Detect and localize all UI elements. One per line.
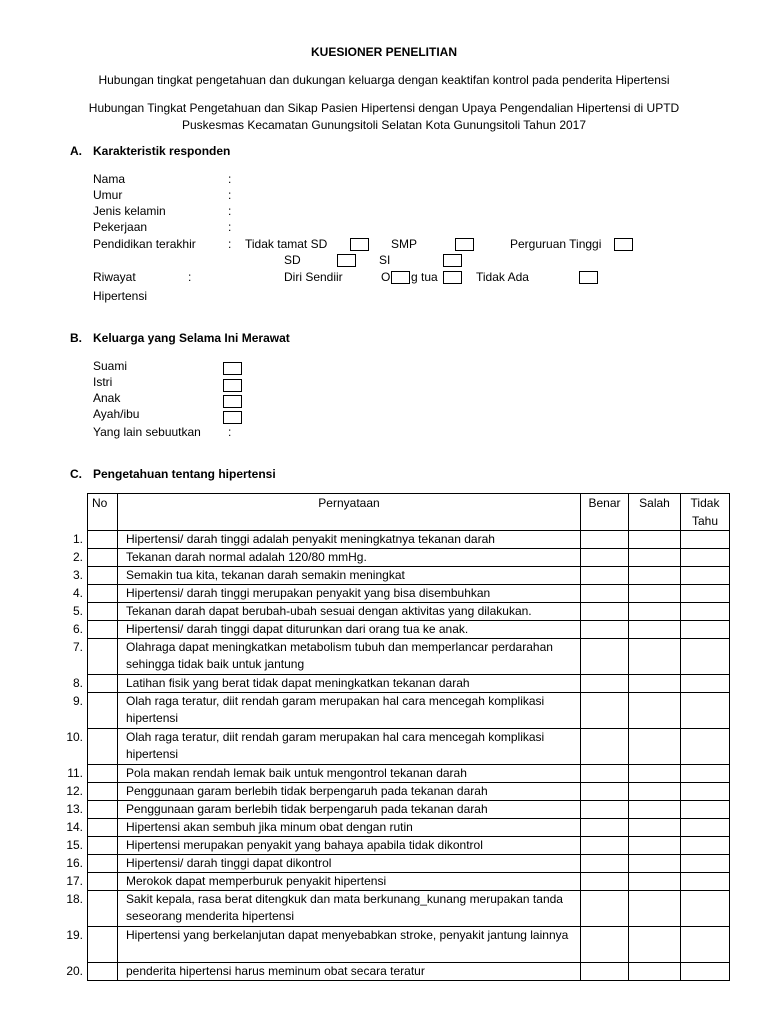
answer-benar-cell[interactable]: [581, 855, 629, 873]
answer-benar-cell[interactable]: [581, 873, 629, 891]
option-sd: SD: [284, 253, 301, 267]
answer-benar-cell[interactable]: [581, 639, 629, 675]
row-number: 1.: [72, 532, 83, 546]
subtitle-2-line-2: Puskesmas Kecamatan Gunungsitoli Selatan Kota Gunungsitoli Tahun 2017: [181, 118, 587, 132]
field-label-umur: Umur: [93, 188, 123, 202]
table-row: [88, 801, 730, 819]
col-header-salah: Salah: [629, 494, 681, 531]
section-c-title: Pengetahuan tentang hipertensi: [93, 467, 276, 481]
answer-salah-cell[interactable]: [629, 567, 681, 585]
row-number-cell: [66, 855, 118, 873]
table-row: [88, 783, 730, 801]
answer-salah-cell[interactable]: [629, 963, 681, 981]
answer-benar-cell[interactable]: [581, 675, 629, 693]
statement-text: Tekanan darah normal adalah 120/80 mmHg.: [118, 549, 581, 567]
answer-tidak-tahu-cell[interactable]: [681, 693, 730, 729]
row-number: 8.: [72, 676, 83, 690]
field-colon: :: [228, 172, 232, 186]
answer-salah-cell[interactable]: [629, 927, 681, 963]
row-number: 19.: [66, 928, 83, 942]
row-number: 5.: [72, 604, 83, 618]
field-colon: :: [228, 237, 232, 251]
table-row: [88, 639, 730, 675]
row-number-cell: [66, 783, 118, 801]
answer-salah-cell[interactable]: [629, 675, 681, 693]
statement-text: Tekanan darah dapat berubah-ubah sesuai dengan aktivitas yang dilakukan.: [118, 603, 581, 621]
answer-tidak-tahu-cell[interactable]: [681, 837, 730, 855]
statement-text: Hipertensi akan sembuh jika minum obat dengan rutin: [118, 819, 581, 837]
table-row: [88, 927, 730, 963]
col-header-no: No: [88, 494, 118, 531]
checkbox-suami[interactable]: [223, 362, 242, 375]
answer-benar-cell[interactable]: [581, 891, 629, 927]
row-number-cell: [72, 531, 118, 549]
row-number-cell: [66, 837, 118, 855]
checkbox-diri-sendiri[interactable]: [391, 271, 410, 284]
answer-tidak-tahu-cell[interactable]: [681, 927, 730, 963]
row-number-cell: [72, 693, 118, 729]
answer-salah-cell[interactable]: [629, 531, 681, 549]
row-number: 12.: [66, 784, 83, 798]
checkbox-si[interactable]: [443, 254, 462, 267]
statement-text: Hipertensi/ darah tinggi merupakan penyakit yang bisa disembuhkan: [118, 585, 581, 603]
section-b-letter: B.: [70, 331, 82, 345]
statement-text: Sakit kepala, rasa berat ditengkuk dan mata berkunang_kunang merupakan tanda seseorang menderita hipertensi: [118, 891, 581, 927]
option-orang-tua-part2: g tua: [411, 270, 438, 284]
table-row: [88, 819, 730, 837]
table-row: [88, 963, 730, 981]
statement-text: Hipertensi yang berkelanjutan dapat menyebabkan stroke, penyakit jantung lainnya: [118, 927, 581, 963]
answer-benar-cell[interactable]: [581, 819, 629, 837]
option-istri: Istri: [93, 375, 113, 389]
answer-benar-cell[interactable]: [581, 549, 629, 567]
answer-benar-cell[interactable]: [581, 567, 629, 585]
row-number: 13.: [66, 802, 83, 816]
table-row: [88, 873, 730, 891]
checkbox-istri[interactable]: [223, 379, 242, 392]
row-number: 11.: [67, 766, 83, 780]
answer-salah-cell[interactable]: [629, 801, 681, 819]
answer-tidak-tahu-cell[interactable]: [681, 855, 730, 873]
statement-text: Hipertensi/ darah tinggi dapat diturunkan dari orang tua ke anak.: [118, 621, 581, 639]
row-number-cell: [66, 819, 118, 837]
col-header-statement: Pernyataan: [118, 494, 581, 531]
answer-benar-cell[interactable]: [581, 693, 629, 729]
subtitle-2-line-1: Hubungan Tingkat Pengetahuan dan Sikap Pasien Hipertensi dengan Upaya Pengendalian Hipertensi di UPTD: [88, 101, 680, 115]
row-number: 4.: [72, 586, 83, 600]
answer-tidak-tahu-cell[interactable]: [681, 873, 730, 891]
statement-text: Olahraga dapat meningkatkan metabolism tubuh dan memperlancar perdarahan sehingga tidak baik untuk jantung: [118, 639, 581, 675]
field-colon: :: [228, 425, 232, 439]
answer-salah-cell[interactable]: [629, 639, 681, 675]
answer-tidak-tahu-cell[interactable]: [681, 963, 730, 981]
statement-text: Hipertensi/ darah tinggi dapat dikontrol: [118, 855, 581, 873]
answer-salah-cell[interactable]: [629, 549, 681, 567]
row-number-cell: [72, 639, 118, 675]
col-header-tidak-tahu: Tidak Tahu: [681, 494, 730, 531]
row-number-cell: [72, 603, 118, 621]
option-diri-sendiri: Diri Sendiir: [284, 270, 343, 284]
answer-salah-cell[interactable]: [629, 621, 681, 639]
option-orang-tua-part1: O: [381, 270, 391, 284]
section-a-title: Karakteristik responden: [93, 144, 231, 158]
field-label-riwayat: Riwayat: [93, 270, 136, 284]
row-number-cell: [66, 801, 118, 819]
row-number-cell: [67, 765, 118, 783]
row-number: 10.: [66, 730, 83, 744]
answer-tidak-tahu-cell[interactable]: [681, 603, 730, 621]
checkbox-tidak-ada[interactable]: [579, 271, 598, 284]
table-row: [88, 855, 730, 873]
answer-tidak-tahu-cell[interactable]: [681, 819, 730, 837]
option-suami: Suami: [93, 359, 128, 373]
row-number: 6.: [72, 622, 83, 636]
option-tidak-ada: Tidak Ada: [476, 270, 529, 284]
row-number-cell: [66, 963, 118, 981]
statement-text: Olah raga teratur, diit rendah garam merupakan hal cara mencegah komplikasi hipertensi: [118, 693, 581, 729]
answer-salah-cell[interactable]: [629, 693, 681, 729]
field-colon: :: [228, 220, 232, 234]
answer-salah-cell[interactable]: [629, 729, 681, 765]
answer-salah-cell[interactable]: [629, 855, 681, 873]
answer-tidak-tahu-cell[interactable]: [681, 549, 730, 567]
answer-tidak-tahu-cell[interactable]: [681, 801, 730, 819]
answer-salah-cell[interactable]: [629, 873, 681, 891]
answer-salah-cell[interactable]: [629, 891, 681, 927]
field-colon: :: [228, 188, 232, 202]
row-number-cell: [66, 891, 118, 927]
row-number: 15.: [66, 838, 83, 852]
option-si: SI: [379, 253, 391, 267]
row-number-cell: [72, 675, 118, 693]
answer-salah-cell[interactable]: [629, 819, 681, 837]
field-label-nama: Nama: [93, 172, 126, 186]
answer-tidak-tahu-cell[interactable]: [681, 675, 730, 693]
checkbox-tidak-tamat-sd[interactable]: [350, 238, 369, 251]
table-row: [88, 621, 730, 639]
option-smp: SMP: [391, 237, 418, 251]
row-number-cell: [66, 927, 118, 963]
row-number: 7.: [72, 640, 83, 654]
answer-benar-cell[interactable]: [581, 801, 629, 819]
statement-text: Pola makan rendah lemak baik untuk mengontrol tekanan darah: [118, 765, 581, 783]
statement-text: Olah raga teratur, diit rendah garam merupakan hal cara mencegah komplikasi hipertensi: [118, 729, 581, 765]
row-number-cell: [72, 567, 118, 585]
row-number-cell: [66, 729, 118, 765]
answer-benar-cell[interactable]: [581, 927, 629, 963]
section-a-letter: A.: [70, 144, 82, 158]
table-row: [88, 567, 730, 585]
document-title: KUESIONER PENELITIAN: [310, 45, 457, 59]
answer-benar-cell[interactable]: [581, 783, 629, 801]
answer-benar-cell[interactable]: [581, 765, 629, 783]
answer-benar-cell[interactable]: [581, 621, 629, 639]
answer-salah-cell[interactable]: [629, 585, 681, 603]
option-other-label: Yang lain sebuutkan: [93, 425, 201, 439]
answer-tidak-tahu-cell[interactable]: [681, 891, 730, 927]
answer-salah-cell[interactable]: [629, 837, 681, 855]
answer-salah-cell[interactable]: [629, 765, 681, 783]
row-number-cell: [72, 549, 118, 567]
row-number: 16.: [66, 856, 83, 870]
answer-tidak-tahu-cell[interactable]: [681, 621, 730, 639]
row-number: 3.: [72, 568, 83, 582]
option-anak: Anak: [93, 391, 121, 405]
section-b-title: Keluarga yang Selama Ini Merawat: [93, 331, 290, 345]
knowledge-table: [66, 493, 730, 981]
row-number: 20.: [66, 964, 83, 978]
checkbox-orang-tua[interactable]: [443, 271, 462, 284]
checkbox-anak[interactable]: [223, 395, 242, 408]
answer-benar-cell[interactable]: [581, 585, 629, 603]
statement-text: Penggunaan garam berlebih tidak berpengaruh pada tekanan darah: [118, 783, 581, 801]
row-number: 9.: [72, 694, 83, 708]
field-label-pekerjaan: Pekerjaan: [93, 220, 148, 234]
answer-benar-cell[interactable]: [581, 837, 629, 855]
table-row: [88, 765, 730, 783]
field-label-jenis-kelamin: Jenis kelamin: [93, 204, 166, 218]
statement-text: Hipertensi merupakan penyakit yang bahaya apabila tidak dikontrol: [118, 837, 581, 855]
statement-text: Merokok dapat memperburuk penyakit hipertensi: [118, 873, 581, 891]
statement-text: Latihan fisik yang berat tidak dapat meningkatkan tekanan darah: [118, 675, 581, 693]
row-number: 17.: [66, 874, 83, 888]
table-row: [88, 603, 730, 621]
checkbox-perguruan-tinggi[interactable]: [614, 238, 633, 251]
answer-benar-cell[interactable]: [581, 531, 629, 549]
table-row: [88, 729, 730, 765]
field-colon: :: [228, 204, 232, 218]
row-number-cell: [72, 621, 118, 639]
row-number: 18.: [66, 892, 83, 906]
statement-text: Penggunaan garam berlebih tidak berpengaruh pada tekanan darah: [118, 801, 581, 819]
option-ayah-ibu: Ayah/ibu: [93, 407, 140, 421]
answer-tidak-tahu-cell[interactable]: [681, 531, 730, 549]
table-row: [88, 693, 730, 729]
row-number-cell: [72, 585, 118, 603]
option-tidak-tamat-sd: Tidak tamat SD: [245, 237, 328, 251]
table-row: [88, 585, 730, 603]
answer-benar-cell[interactable]: [581, 963, 629, 981]
table-row: [88, 531, 730, 549]
table-row: [88, 675, 730, 693]
checkbox-sd[interactable]: [337, 254, 356, 267]
answer-tidak-tahu-cell[interactable]: [681, 765, 730, 783]
subtitle-1: Hubungan tingkat pengetahuan dan dukungan keluarga dengan keaktifan kontrol pada penderita Hipertensi: [98, 73, 670, 87]
statement-text: penderita hipertensi harus meminum obat secara teratur: [118, 963, 581, 981]
answer-salah-cell[interactable]: [629, 603, 681, 621]
field-label-pendidikan: Pendidikan terakhir: [93, 237, 196, 251]
answer-benar-cell[interactable]: [581, 603, 629, 621]
answer-tidak-tahu-cell[interactable]: [681, 585, 730, 603]
section-c-letter: C.: [70, 467, 82, 481]
row-number-cell: [66, 873, 118, 891]
answer-tidak-tahu-cell[interactable]: [681, 639, 730, 675]
table-row: [88, 891, 730, 927]
answer-tidak-tahu-cell[interactable]: [681, 783, 730, 801]
answer-tidak-tahu-cell[interactable]: [681, 729, 730, 765]
statement-text: Semakin tua kita, tekanan darah semakin meningkat: [118, 567, 581, 585]
row-number: 14.: [66, 820, 83, 834]
statement-text: Hipertensi/ darah tinggi adalah penyakit meningkatnya tekanan darah: [118, 531, 581, 549]
table-row: [88, 837, 730, 855]
checkbox-smp[interactable]: [455, 238, 474, 251]
option-perguruan-tinggi: Perguruan Tinggi: [510, 237, 602, 251]
answer-tidak-tahu-cell[interactable]: [681, 567, 730, 585]
field-colon: :: [188, 270, 192, 284]
row-number: 2.: [72, 550, 83, 564]
field-label-hipertensi: Hipertensi: [93, 289, 148, 303]
answer-salah-cell[interactable]: [629, 783, 681, 801]
checkbox-ayah-ibu[interactable]: [223, 411, 242, 424]
answer-benar-cell[interactable]: [581, 729, 629, 765]
col-header-benar: Benar: [581, 494, 629, 531]
table-row: [88, 549, 730, 567]
